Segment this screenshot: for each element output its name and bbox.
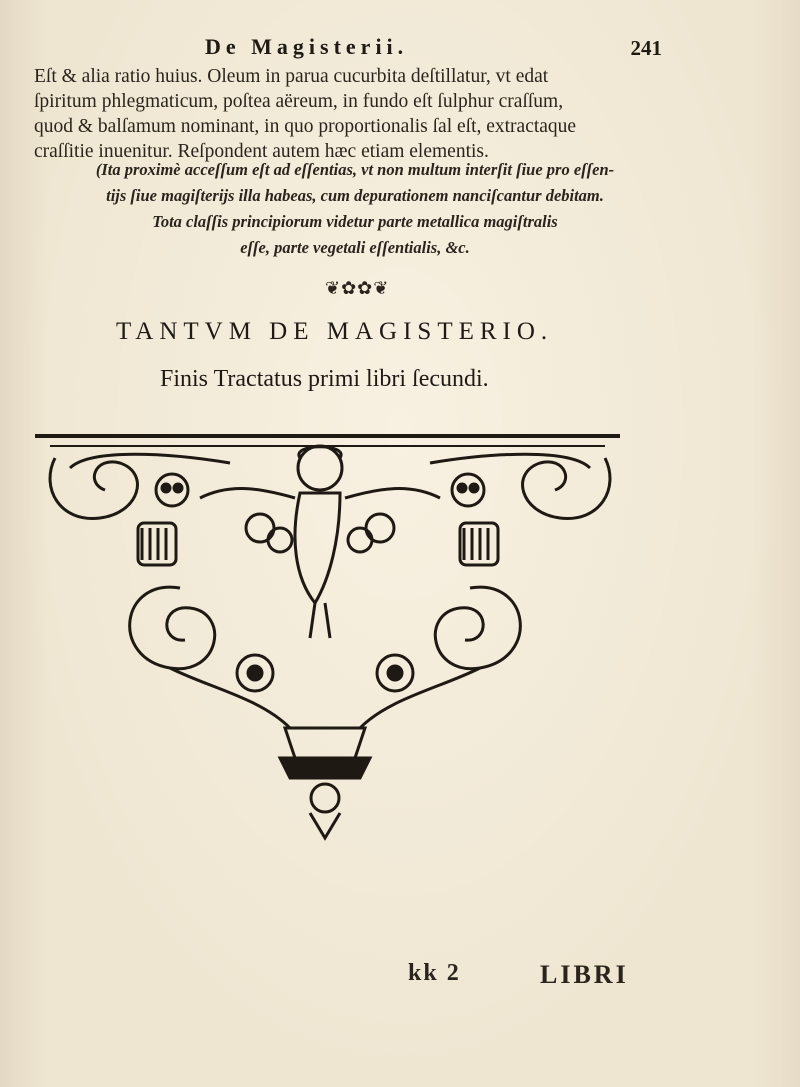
page-number: 241 bbox=[630, 36, 662, 60]
colophon-subtitle: Finis Tractatus primi libri ſecundi. bbox=[160, 366, 489, 392]
colophon-title: TANTVM DE MAGISTERIO. bbox=[116, 318, 554, 345]
note-line: Tota claſſis principiorum videtur parte metallica magiſtralis bbox=[152, 212, 558, 231]
cherub-scroll-ornament-icon bbox=[30, 428, 630, 848]
running-title: De Magisterii. bbox=[205, 34, 409, 59]
note-line: tijs ſiue magiſterijs illa habeas, cum depurationem nanciſcantur debitam. bbox=[106, 186, 604, 205]
body-paragraph bbox=[34, 64, 654, 164]
body-line: quod & balſamum nominant, in quo proportionalis ſal eſt, extractaque bbox=[34, 116, 577, 137]
running-head bbox=[0, 34, 800, 64]
body-line: ſpiritum phlegmaticum, poſtea aëreum, in fundo eſt ſulphur craſſum, bbox=[34, 91, 564, 112]
note-line: eſſe, parte vegetali eſſentialis, &c. bbox=[240, 238, 470, 257]
fleuron-ornament: ❦✿✿❦ bbox=[325, 278, 390, 298]
body-line: craſſitie inuenitur. Reſpondent autem hæc etiam elementis. bbox=[34, 141, 489, 162]
italic-note bbox=[60, 157, 650, 261]
body-line: Eſt & alia ratio huius. Oleum in parua cucurbita deſtillatur, vt edat bbox=[34, 66, 549, 87]
catchword: LIBRI bbox=[540, 960, 629, 989]
signature-mark: kk 2 bbox=[408, 960, 461, 986]
note-line: (Ita proximè acceſſum eſt ad eſſentias, vt non multum interſit ſiue pro eſſen- bbox=[95, 160, 615, 179]
